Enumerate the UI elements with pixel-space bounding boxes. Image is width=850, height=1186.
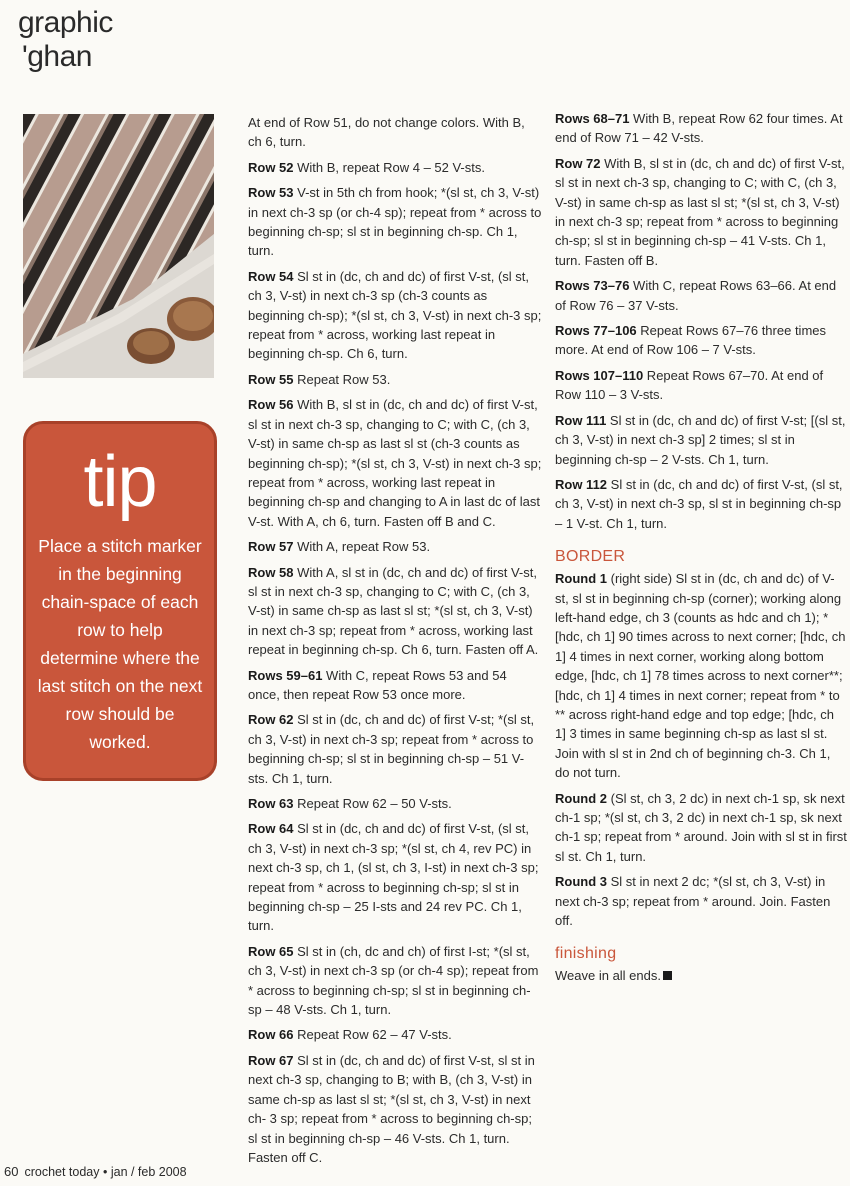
afghan-photo-icon: [23, 114, 214, 378]
row-paragraph: Row 56 With B, sl st in (dc, ch and dc) of first V-st, sl st in next ch-3 sp, changing to C; with C, (ch 3, V-st) in same ch-sp as last sl st (ch-3 counts as beginning ch-sp); *(sl st, ch 3, V-st) in next ch-3 sp; repeat from * across, working last repeat in beginning ch-sp and changing to A in last dc of last V-st. With A, ch 6, turn. Fasten off B and C.: [248, 397, 542, 529]
row-paragraph: Row 62 Sl st in (dc, ch and dc) of first V-st; *(sl st, ch 3, V-st) in next ch-3 sp; repeat from * across to beginning ch-sp; sl st in beginning ch-sp – 51 V-sts. Ch 1, turn.: [248, 712, 535, 786]
row-paragraph: Row 52 With B, repeat Row 4 – 52 V-sts.: [248, 159, 485, 175]
end-square-icon: [663, 971, 672, 980]
row-paragraph: Row 112 Sl st in (dc, ch and dc) of first V-st, (sl st, ch 3, V-st) in next ch-3 sp, sl st in beginning ch-sp – 1 V-st. Ch 1, turn.: [555, 476, 843, 531]
border-heading: BORDER: [555, 548, 626, 566]
page-footer: [4, 1164, 187, 1179]
page-number: 60: [4, 1164, 19, 1179]
row-paragraph: Rows 77–106 Repeat Rows 67–76 three times more. At end of Row 106 – 7 V-sts.: [555, 323, 826, 358]
finishing-paragraph: Weave in all ends.: [555, 966, 847, 985]
instructions-column-1: [248, 113, 542, 1173]
row-paragraph: Rows 68–71 With B, repeat Row 62 four times. At end of Row 71 – 42 V-sts.: [555, 111, 843, 146]
row-paragraph: Row 53 V-st in 5th ch from hook; *(sl st, ch 3, V-st) in next ch-3 sp (or ch-4 sp); repeat from * across to beginning ch-sp; sl st in beginning ch-sp. Ch 1, turn.: [248, 185, 542, 259]
row-paragraph: Row 66 Repeat Row 62 – 47 V-sts.: [248, 1027, 452, 1043]
row-paragraph: At end of Row 51, do not change colors. With B, ch 6, turn.: [248, 115, 525, 150]
row-paragraph: Row 64 Sl st in (dc, ch and dc) of first V-st, (sl st, ch 3, V-st) in next ch-3 sp; *(sl st, ch 4, rev PC) in next ch-3 sp, ch 1, (sl st, ch 3, I-st) in next ch-3 sp; repeat from * across to beginning ch-sp; sl st in beginning ch-sp – 25 I-sts and 24 rev PC. Ch 1, turn.: [248, 821, 539, 934]
row-paragraph: Row 67 Sl st in (dc, ch and dc) of first V-st, sl st in next ch-3 sp, changing to B; with B, (ch 3, V-st) in same ch-sp as last sl st; *(sl st, ch 3, V-st) in next ch- 3 sp; repeat from * across to beginning ch-sp; sl st in beginning ch-sp – 46 V-sts. Ch 1, turn. Fasten off C.: [248, 1052, 535, 1165]
afghan-photo: [23, 114, 214, 378]
row-paragraph: Row 72 With B, sl st in (dc, ch and dc) of first V-st, sl st in next ch-3 sp, changing to C; with C, (ch 3, V-st) in same ch-sp as last sl st; *(sl st, ch 3, V-st) in next ch-3 sp; repeat from * across to beginning ch-sp; sl st in beginning ch-sp – 41 V-sts. Ch 1, turn. Fasten off B.: [555, 155, 845, 268]
row-paragraph: Rows 107–110 Repeat Rows 67–70. At end of Row 110 – 3 V-sts.: [555, 367, 824, 403]
row-paragraph: Rows 59–61 With C, repeat Rows 53 and 54 once, then repeat Row 53 once more.: [248, 667, 507, 702]
row-paragraph: Row 111 Sl st in (dc, ch and dc) of first V-st; [(sl st, ch 3, V-st) in next ch-3 sp] 2 times; sl st in beginning ch-sp – 2 V-sts. Ch 1, turn.: [555, 412, 846, 467]
row-paragraph: Row 54 Sl st in (dc, ch and dc) of first V-st, (sl st, ch 3, V-st) in next ch-3 sp (ch-3 counts as beginning ch-sp); *(sl st, ch 3, V-st) in next ch-3 sp; repeat from * across, working last repeat in beginning ch-sp. Ch 6, turn.: [248, 268, 542, 362]
tip-text: Place a stitch marker in the beginning chain-space of each row to help determine where the last stitch on the next row should be worked.: [37, 536, 203, 752]
instructions-column-2: [555, 109, 847, 992]
row-paragraph: Row 63 Repeat Row 62 – 50 V-sts.: [248, 796, 452, 811]
page-title: [18, 6, 113, 74]
row-paragraph: Row 58 With A, sl st in (dc, ch and dc) of first V-st, sl st in next ch-3 sp, changing to C; with C, (ch 3, V-st) in same ch-sp as last sl st; *(sl st, ch 3, V-st) in next ch-3 sp; repeat from * across, working last repeat in beginning ch-sp. Ch 6, turn. Fasten off A.: [248, 564, 539, 658]
round-paragraph: Round 1 (right side) Sl st in (dc, ch and dc) of V-st, sl st in beginning ch-sp (corner); working along left-hand edge, ch 3 (counts as hdc and ch 1); *[hdc, ch 1] 90 times across to next corner; [hdc, ch 1] 4 times in next corner, working along bottom edge, [hdc, ch 1] 78 times across to next corner**; [hdc, ch 1] 4 times in next corner; repeat from * to ** across right-hand edge and top edge; [hdc, ch 1] 3 times in same beginning ch-sp as last sl st. Join with sl st in 2nd ch of beginning ch-3. Ch 1, do not turn.: [555, 571, 846, 781]
row-paragraph: Row 55 Repeat Row 53.: [248, 371, 391, 387]
round-paragraph: Round 3 Sl st in next 2 dc; *(sl st, ch 3, V-st) in next ch-3 sp; repeat from * around. Join. Fasten off.: [555, 874, 831, 929]
footer-text: crochet today • jan / feb 2008: [24, 1165, 187, 1179]
row-paragraph: Rows 73–76 With C, repeat Rows 63–66. At end of Row 76 – 37 V-sts.: [555, 278, 837, 313]
row-paragraph: Row 57 With A, repeat Row 53.: [248, 539, 431, 555]
finishing-heading: finishing: [555, 945, 617, 963]
round-paragraph: Round 2 (Sl st, ch 3, 2 dc) in next ch-1 sp, sk next ch-1 sp; *(sl st, ch 3, 2 dc) in next ch-1 sp, sk next ch-1 sp; repeat from * around. Join with sl st in first sl st. Ch 1, turn.: [555, 790, 847, 864]
tip-box: [23, 421, 217, 781]
row-paragraph: Row 65 Sl st in (ch, dc and ch) of first I-st; *(sl st, ch 3, V-st) in next ch-3 sp (or ch-4 sp); repeat from * across to beginning ch-sp; sl st in beginning ch-sp – 48 V-sts. Ch 1, turn.: [248, 943, 539, 1018]
title-line-1: graphic: [18, 6, 113, 39]
title-line-2: 'ghan: [22, 40, 92, 73]
tip-heading: tip: [83, 442, 157, 522]
